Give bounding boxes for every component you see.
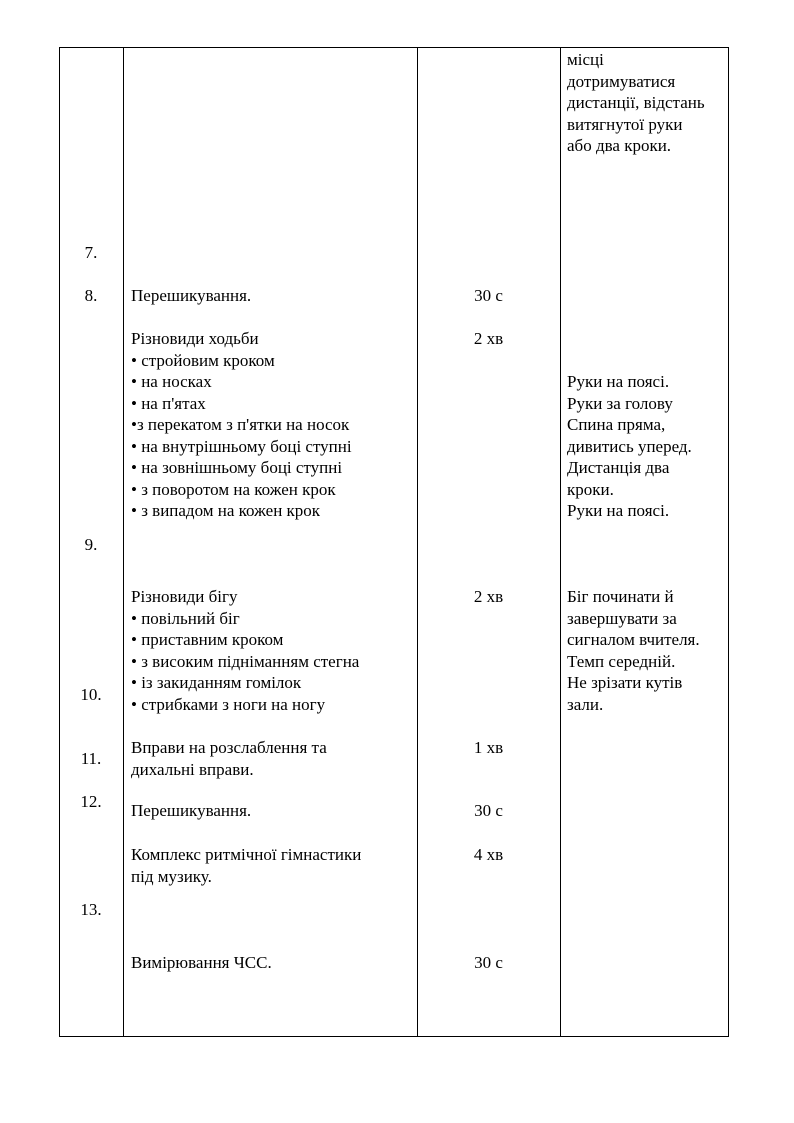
- task-regroup-2: Перешикування.: [131, 801, 252, 820]
- list-item: • із закиданням гомілок: [131, 673, 302, 692]
- task-regroup: Перешикування.: [131, 286, 252, 305]
- notes-running: Біг починати й завершувати за сигналом вчителя. Темп середній. Не зрізати кутів зали.: [567, 587, 700, 714]
- notes-continued: місці дотримуватися дистанції, відстань витягнутої руки або два кроки.: [567, 50, 705, 155]
- row-number-8: 8.: [84, 286, 98, 305]
- column-divider: [123, 48, 124, 1036]
- list-item: • з поворотом на кожен крок: [131, 479, 336, 499]
- row-number-10: 10.: [80, 685, 102, 704]
- column-divider: [417, 48, 418, 1036]
- duration-regroup-2: 30 с: [474, 801, 503, 820]
- row-number-11: 11.: [80, 749, 102, 768]
- row-number-9: 9.: [84, 535, 98, 554]
- list-item: • з високим підніманням стегна: [131, 651, 360, 671]
- task-running: Різновиди бігу • повільний біг • приставним кроком • з високим підніманням стегна • із закиданням гомілок • стрибками з ноги на ногу: [131, 587, 360, 714]
- list-item: •з перекатом з п'ятки на носок: [131, 415, 350, 434]
- lesson-plan-table: [59, 47, 729, 1037]
- list-item: • з випадом на кожен крок: [131, 501, 321, 520]
- duration-heart-rate: 30 с: [474, 953, 503, 972]
- duration-running: 2 хв: [473, 587, 504, 606]
- list-item: • на п'ятах: [131, 393, 206, 413]
- list-item: • на носках: [131, 372, 212, 391]
- task-rhythmic-gymnastics: Комплекс ритмічної гімнастики під музику.: [131, 845, 362, 886]
- list-item: • повільний біг: [131, 608, 240, 628]
- row-number-12: 12.: [80, 792, 102, 811]
- list-item: • стройовим кроком: [131, 350, 275, 370]
- duration-rhythmic-gymnastics: 4 хв: [473, 845, 504, 864]
- duration-walking: 2 хв: [473, 329, 504, 348]
- task-walking: Різновиди ходьби • стройовим кроком • на носках • на п'ятах •з перекатом з п'ятки на носок • на внутрішньому боці ступні • на зовнішньому боці ступні • з поворотом на кожен крок • з випадом на кожен крок: [131, 329, 352, 520]
- list-item: • на зовнішньому боці ступні: [131, 458, 343, 477]
- column-divider: [560, 48, 561, 1036]
- row-number-13: 13.: [80, 900, 102, 919]
- duration-relaxation: 1 хв: [473, 738, 504, 757]
- task-relaxation: Вправи на розслаблення та дихальні вправи.: [131, 738, 327, 779]
- notes-walking: Руки на поясі. Руки за голову Спина пряма, дивитись уперед. Дистанція два кроки. Руки на поясі.: [567, 372, 692, 520]
- list-item: • стрибками з ноги на ногу: [131, 694, 326, 714]
- list-item: • на внутрішньому боці ступні: [131, 436, 352, 456]
- row-number-7: 7.: [84, 243, 98, 262]
- task-heart-rate: Вимірювання ЧСС.: [131, 953, 272, 972]
- list-item: • приставним кроком: [131, 630, 284, 649]
- duration-regroup: 30 с: [474, 286, 503, 305]
